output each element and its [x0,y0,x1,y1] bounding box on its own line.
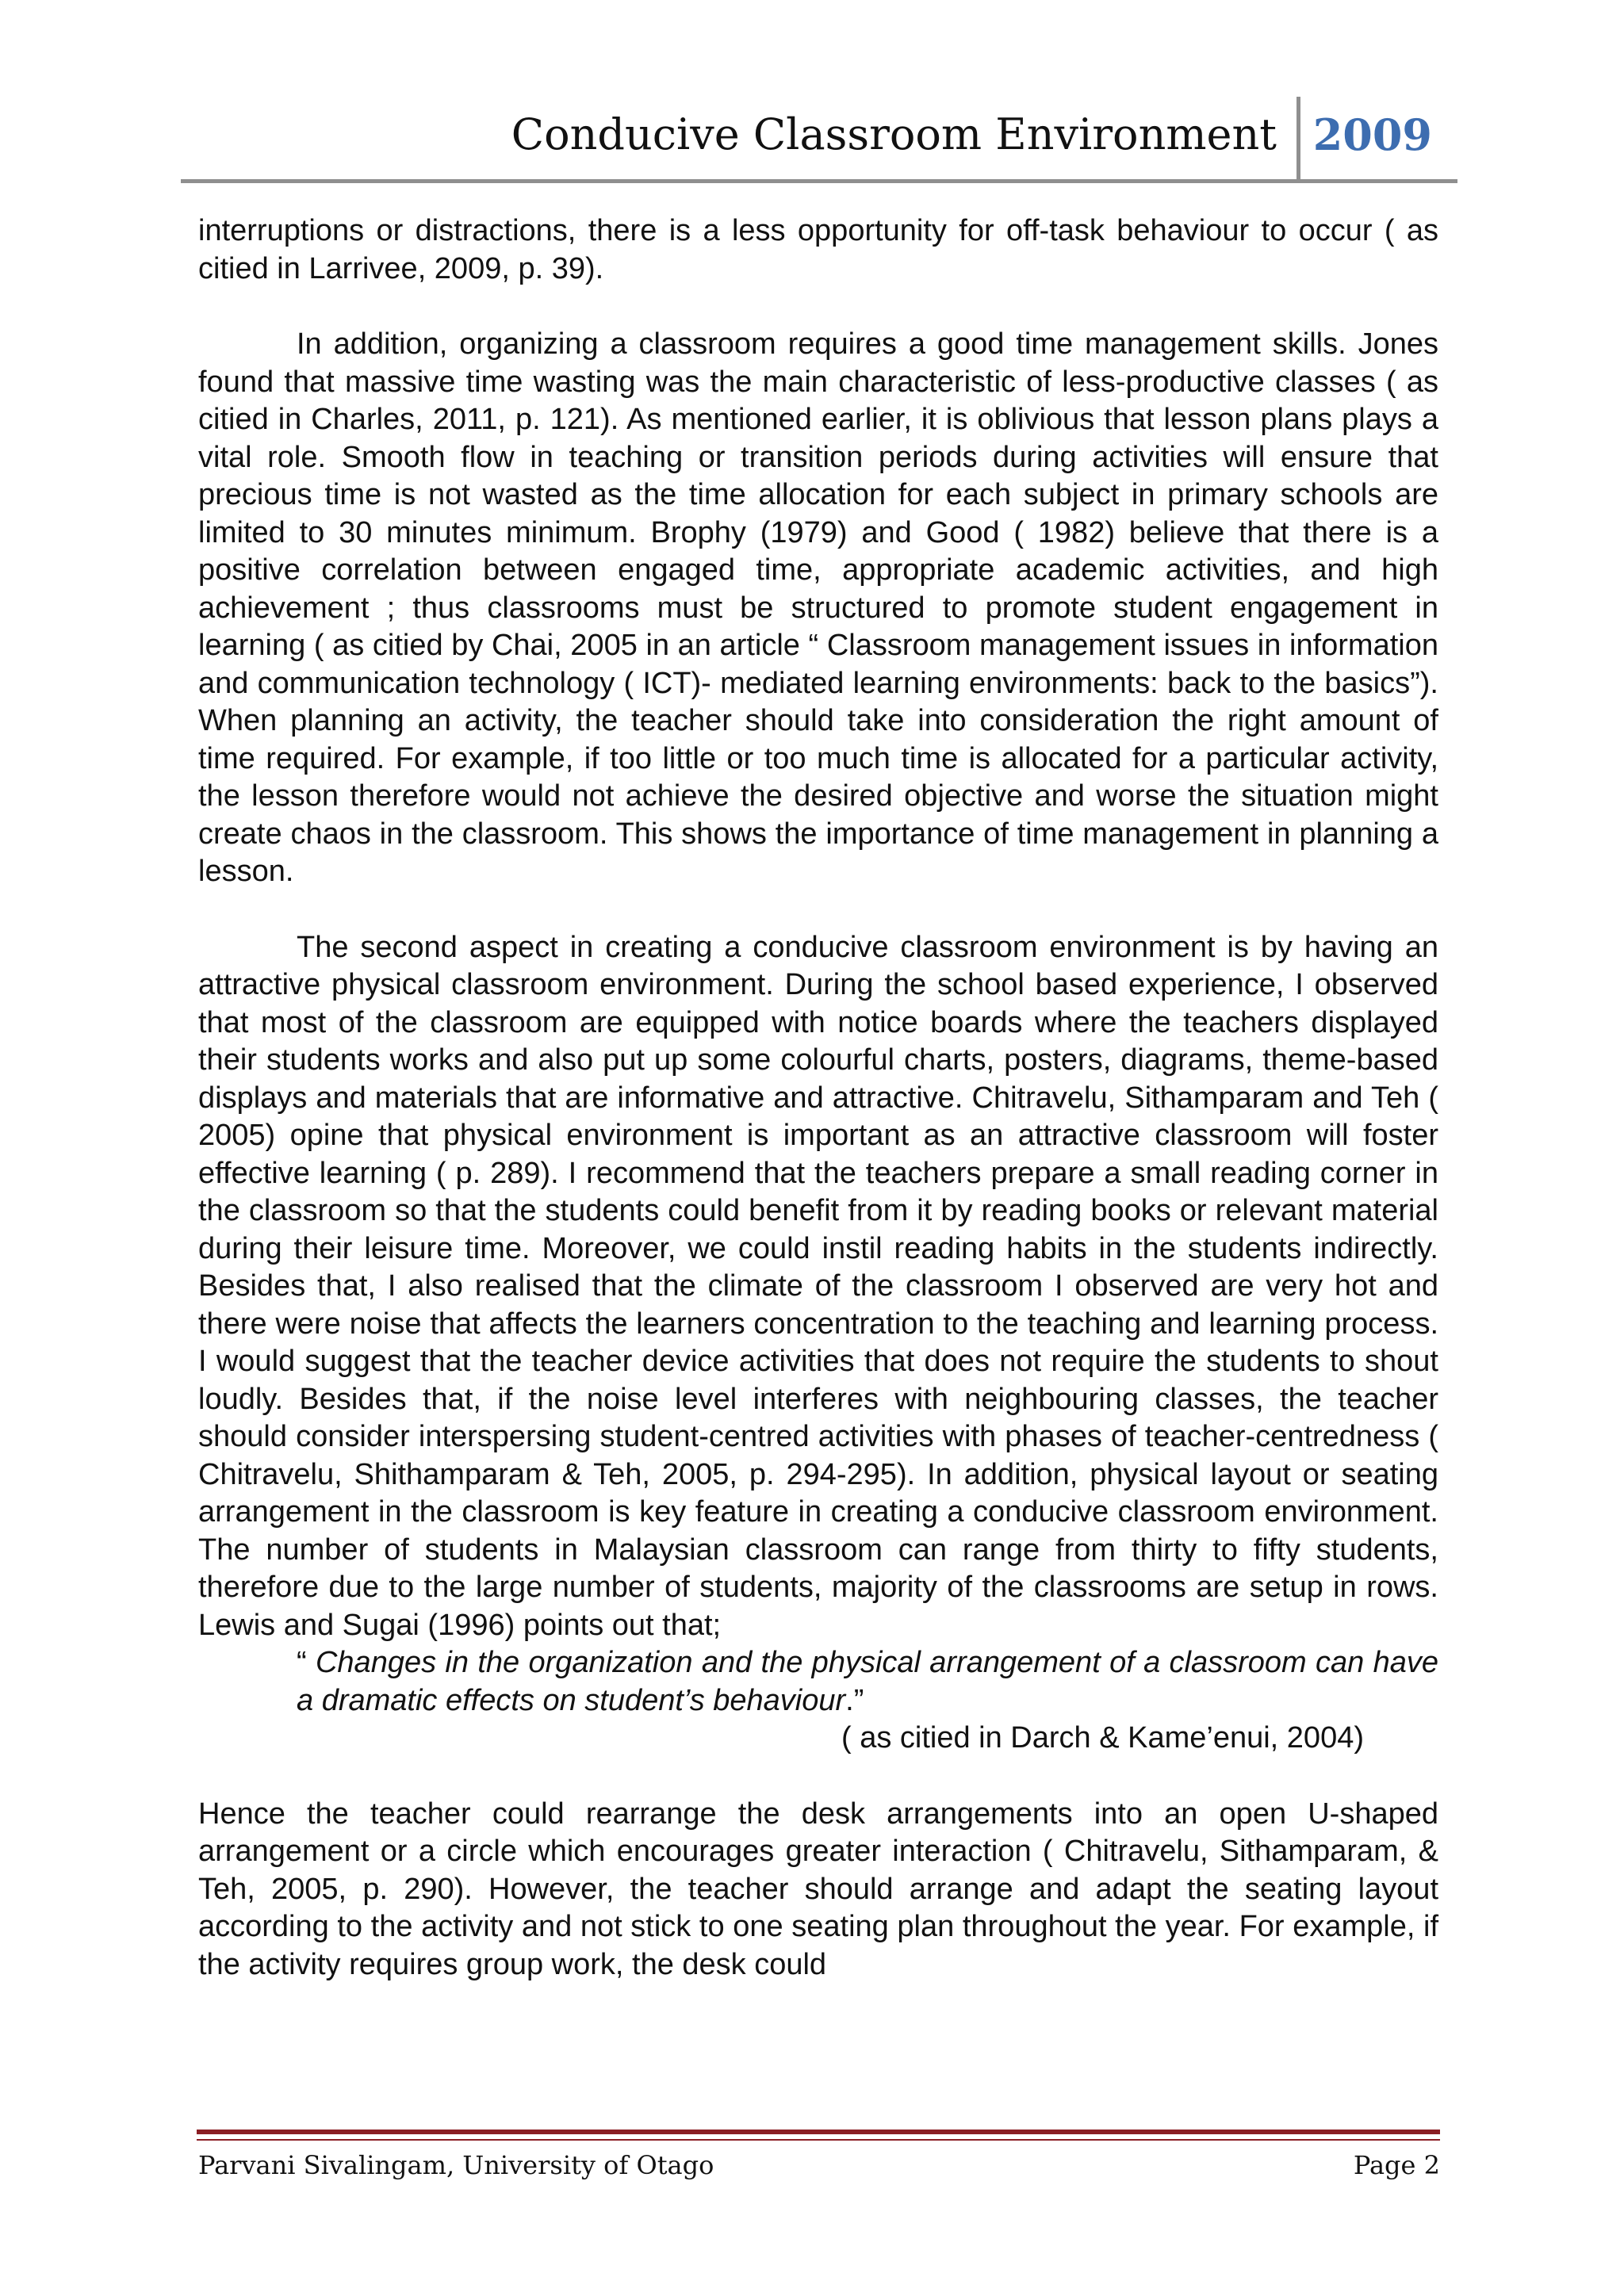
paragraph-1: interruptions or distractions, there is a less opportunity for off-task behaviour to occur ( as citied in Larrivee, 2009, p. 39). [198,214,1438,285]
quote-open-mark: “ [297,1646,316,1679]
footer-page-number: Page 2 [1353,2150,1440,2180]
quote-text: Changes in the organization and the physical arrangement of a classroom can have a dramatic effects on student’s behaviour [297,1646,1438,1717]
paragraph-3: The second aspect in creating a conducive classroom environment is by having an attractive physical classroom environment. During the school based experience, I observed that most of the classroom are equipped with notice boards where the teachers displayed their students works and also put up some colourful charts, posters, diagrams, theme-based displays and materials that are informative and attractive. Chitravelu, Sithamparam and Teh ( 2005) opine that physical environment is important as an attractive classroom will foster effective learning ( p. 289). I recommend that the teachers prepare a small reading corner in the classroom so that the students could benefit from it by reading books or relevant material during their leisure time. Moreover, we could instil reading habits in the students indirectly. Besides that, I also realised that the climate of the classroom I observed are very hot and there were noise that affects the learners concentration to the teaching and learning process. I would suggest that the teacher device activities that does not require the students to shout loudly. Besides that, if the noise level interferes with neighbouring classes, the teacher should consider interspersing student-centred activities with phases of teacher-centredness ( Chitravelu, Shithamparam & Teh, 2005, p. 294-295). In addition, physical layout or seating arrangement in the classroom is key feature in creating a conducive classroom environment. The number of students in Malaysian classroom can range from thirty to fifty students, therefore due to the large number of students, majority of the classrooms are setup in rows. Lewis and Sugai (1996) points out that; [198,930,1438,1642]
footer-rule-thick [197,2130,1440,2134]
page-header [181,92,1457,183]
footer-rule-thin [197,2139,1440,2141]
header-separator [1297,97,1300,179]
block-quote [297,1644,1438,1720]
quote-close-mark: .” [845,1683,864,1717]
paragraph-4: Hence the teacher could rearrange the desk arrangements into an open U-shaped arrangement or a circle which encourages greater interaction ( Chitravelu, Sithamparam, & Teh, 2005, p. 290). However, the teacher should arrange and adapt the seating layout according to the activity and not stick to one seating plan throughout the year. For example, if the activity requires group work, the desk could [198,1797,1438,1981]
document-body [198,212,1438,1984]
footer-author: Parvani Sivalingam, University of Otago [198,2150,714,2180]
header-title: Conducive Classroom Environment [511,109,1277,159]
paragraph-2: In addition, organizing a classroom requires a good time management skills. Jones found that massive time wasting was the main characteristic of less-productive classes ( as citied in Charles, 2011, p. 121). As mentioned earlier, it is oblivious that lesson plans plays a vital role. Smooth flow in teaching or transition periods during activities will ensure that precious time is not wasted as the time allocation for each subject in primary schools are limited to 30 minutes minimum. Brophy (1979) and Good ( 1982) believe that there is a positive correlation between engaged time, appropriate academic activities, and high achievement ; thus classrooms must be structured to promote student engagement in learning ( as citied by Chai, 2005 in an article “ Classroom management issues in information and communication technology ( ICT)- mediated learning environments: back to the basics”). When planning an activity, the teacher should take into consideration the right amount of time required. For example, if too little or too much time is allocated for a particular activity, the lesson therefore would not achieve the desired objective and worse the situation might create chaos in the classroom. This shows the importance of time management in planning a lesson. [198,327,1438,888]
quote-citation: ( as citied in Darch & Kame’enui, 2004) [841,1721,1364,1755]
header-year: 2009 [1312,109,1432,160]
